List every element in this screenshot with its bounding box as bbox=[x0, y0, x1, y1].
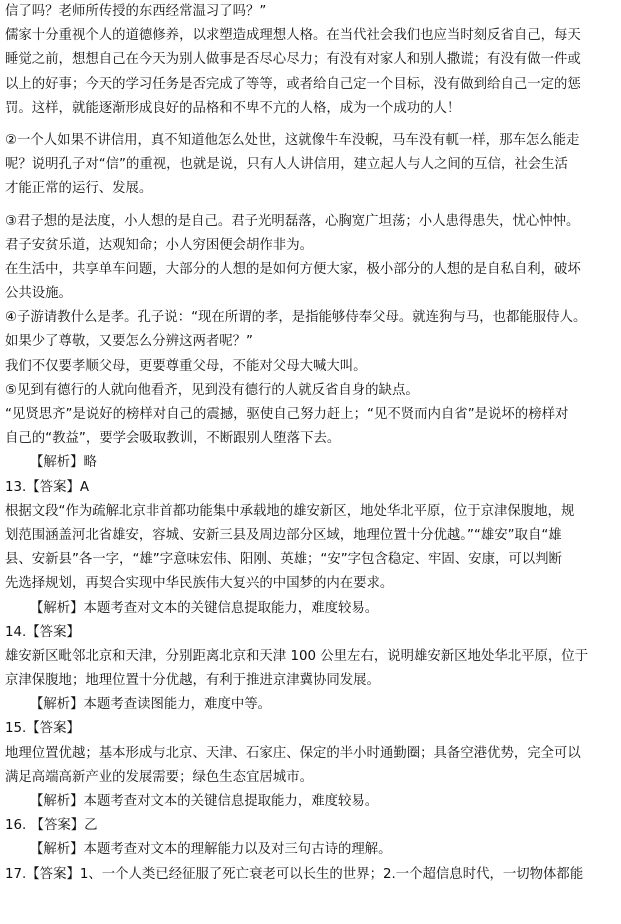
answer-heading: 16. 【答案】乙 bbox=[5, 818, 98, 834]
text-line: 县、安新县”各一字，“雄”字意味宏伟、阳刚、英雄；“安”字包含稳定、牢固、安康，可以判断 bbox=[5, 552, 562, 568]
text-line: ②一个人如果不讲信用，真不知道他怎么处世，这就像牛车没輗，马车没有軏一样，那车怎么能走 bbox=[5, 132, 580, 148]
text-line: 以上的好事；今天的学习任务是否完成了等等，或者给自己定一个目标，没有做到给自己一定的惩 bbox=[5, 76, 581, 92]
text-line: 我们不仅要孝顺父母，更要尊重父母，不能对父母大喊大叫。 bbox=[5, 358, 367, 374]
text-line: 雄安新区毗邻北京和天津，分别距离北京和天津 100 公里左右，说明雄安新区地处华北平原，位于 bbox=[5, 648, 589, 664]
text-line: 在生活中，共享单车问题，大部分的人想的是如何方便大家，极小部分的人想的是自私自利，破坏 bbox=[5, 261, 581, 277]
text-line: 自己的“教益”，要学会吸取教训，不断跟别人堕落下去。 bbox=[5, 431, 341, 447]
analysis-line: 【解析】本题考查读图能力，难度中等。 bbox=[30, 697, 272, 713]
answer-heading: 17.【答案】1、一个人类已经征服了死亡衰老可以长生的世界；2.一个超信息时代，一切物体都能 bbox=[5, 866, 584, 882]
analysis-line: 【解析】本题考查对文本的理解能力以及对三句古诗的理解。 bbox=[30, 842, 392, 858]
answer-heading: 15.【答案】 bbox=[5, 721, 80, 737]
analysis-line: 【解析】略 bbox=[30, 455, 97, 471]
text-line: 罚。这样，就能逐渐形成良好的品格和不卑不亢的人格，成为一个成功的人！ bbox=[5, 100, 461, 116]
text-line: ④子游请教什么是孝。孔子说：“现在所谓的孝，是指能够侍奉父母。就连狗与马，也都能服侍人。 bbox=[5, 310, 587, 326]
text-line: 呢？说明孔子对“信”的重视，也就是说，只有人人讲信用，建立起人与人之间的互信，社会生活 bbox=[5, 157, 568, 173]
text-line: ⑤见到有德行的人就向他看齐，见到没有德行的人就反省自身的缺点。 bbox=[5, 382, 419, 398]
text-line: “见贤思齐”是说好的榜样对自己的震撼，驱使自己努力赶上；“见不贤而内自省”是说坏的榜样对 bbox=[5, 407, 569, 422]
paragraph-gap bbox=[5, 121, 615, 129]
text-line: 满足高端高新产业的发展需要；绿色生态宜居城市。 bbox=[5, 769, 313, 785]
text-line: 先选择规划，再契合实现中华民族伟大复兴的中国梦的内在要求。 bbox=[5, 576, 394, 592]
text-line: 睡觉之前，想想自己在今天为别人做事是否尽心尽力；有没有对家人和别人撒谎；有没有做一件或 bbox=[5, 52, 581, 68]
analysis-line: 【解析】本题考查对文本的关键信息提取能力，难度较易。 bbox=[30, 600, 379, 616]
text-line: 地理位置优越；基本形成与北京、天津、石家庄、保定的半小时通勤圈；具备空港优势，完全可以 bbox=[5, 745, 581, 761]
text-line: 儒家十分重视个人的道德修养，以求塑造成理想人格。在当代社会我们也应当时刻反省自己，每天 bbox=[5, 28, 581, 44]
paragraph-gap bbox=[5, 202, 615, 210]
text-line: 才能正常的运行、发展。 bbox=[5, 181, 153, 197]
text-line: 如果少了尊敬，又要怎么分辨这两者呢？” bbox=[5, 334, 253, 350]
document-page bbox=[5, 0, 615, 887]
answer-heading: 14.【答案】 bbox=[5, 624, 80, 640]
text-line: 划范围涵盖河北省雄安，容城、安新三县及周边部分区域，地理位置十分优越。”“雄安”取自“雄 bbox=[5, 527, 562, 543]
text-line: 根据文段“作为疏解北京非首都功能集中承载地的雄安新区，地处华北平原，位于京津保腹地，规 bbox=[5, 503, 575, 519]
text-line: ③君子想的是法度，小人想的是自己。君子光明磊落，心胸宽广坦荡；小人患得患失，忧心忡忡。 bbox=[5, 213, 580, 229]
analysis-line: 【解析】本题考查对文本的关键信息提取能力，难度较易。 bbox=[30, 794, 379, 809]
text-line: 公共设施。 bbox=[5, 286, 72, 302]
answer-heading: 13.【答案】A bbox=[5, 479, 90, 495]
text-line: 君子安贫乐道，达观知命；小人穷困便会胡作非为。 bbox=[5, 237, 313, 253]
text-line: 京津保腹地；地理位置十分优越，有利于推进京津冀协同发展。 bbox=[5, 673, 380, 689]
text-line: 信了吗？老师所传授的东西经常温习了吗？” bbox=[5, 4, 267, 19]
